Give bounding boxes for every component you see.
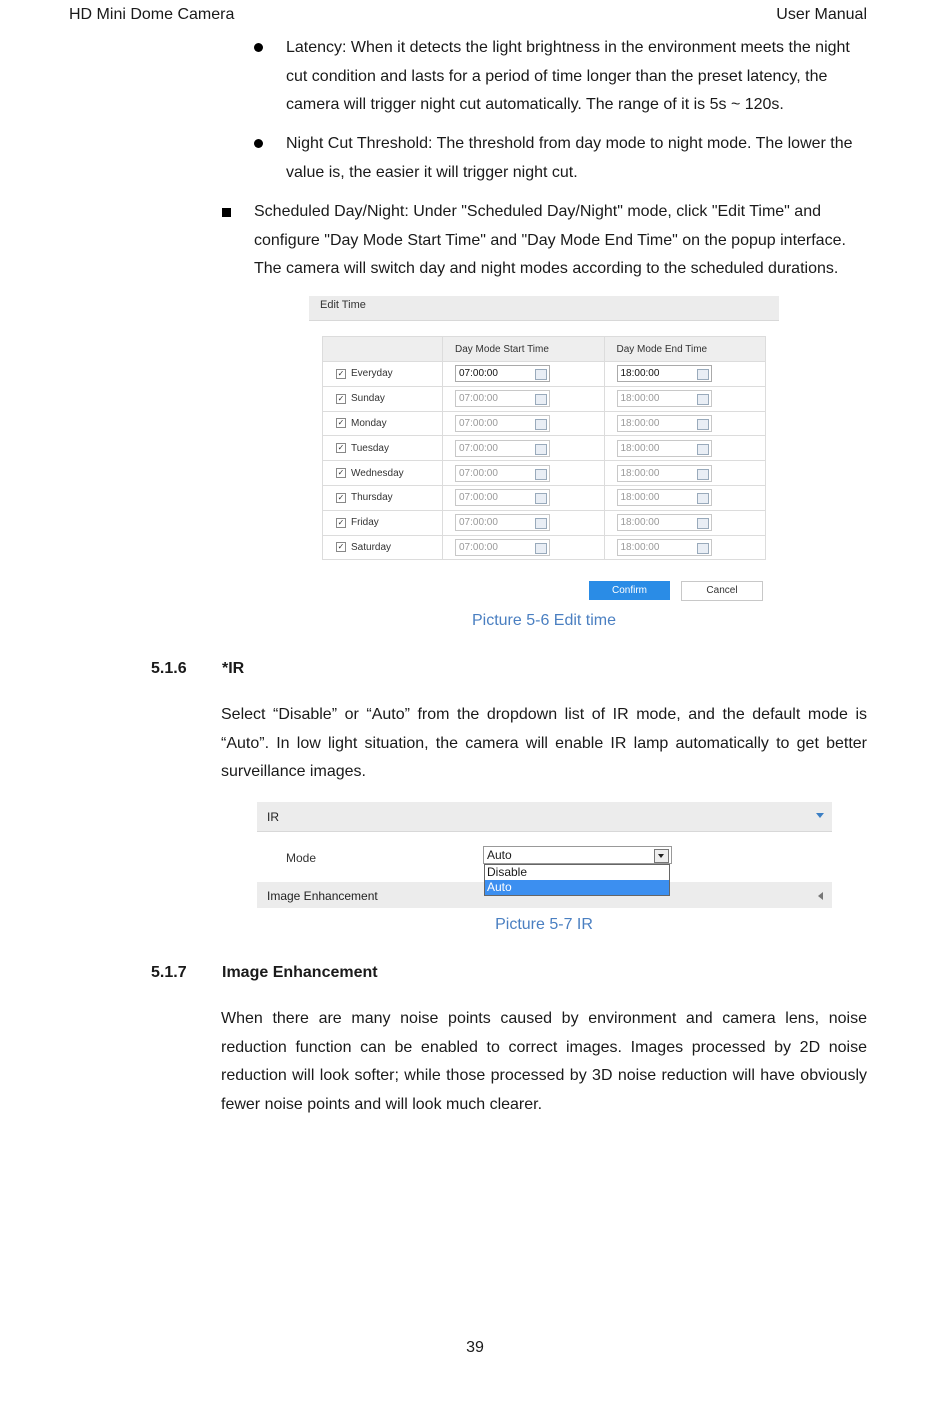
collapse-down-icon[interactable] [816,813,824,818]
end-time-cell [604,535,766,560]
ir-panel-title: IR [267,810,279,824]
end-time-input[interactable] [617,415,712,432]
end-time-value: 18:00:00 [620,368,660,380]
start-time-cell [443,386,605,411]
day-label: Thursday [351,492,393,504]
image-enhancement-description: When there are many noise points caused by environment and camera lens, noise reduction function can be enabled to correct images. Images processed by 2D noise reduction will look softer; while those processed by 3D noise reduction will have obviously fewer noise points and will look much clearer. [221,1010,867,1113]
day-checkbox[interactable]: ✓ [337,492,345,502]
calendar-icon[interactable] [697,369,709,380]
end-time-cell [604,461,766,486]
section-number: 5.1.7 [151,964,187,981]
calendar-icon[interactable] [697,444,709,455]
start-time-value: 07:00:00 [459,393,498,405]
start-time-value: 07:00:00 [459,467,498,479]
day-label: Everyday [351,368,393,380]
table-row [323,461,766,486]
ir-mode-options [484,864,670,896]
image-enhancement-title: Image Enhancement [267,889,378,903]
day-cell [323,510,443,535]
end-time-cell [604,436,766,461]
end-time-cell [604,510,766,535]
confirm-button[interactable]: Confirm [589,581,670,600]
cancel-button[interactable]: Cancel [681,581,763,601]
start-time-cell [443,510,605,535]
table-header-start: Day Mode Start Time [443,337,605,362]
section-number: 5.1.6 [151,660,187,677]
calendar-icon[interactable] [535,394,547,405]
day-checkbox[interactable]: ✓ [337,368,345,378]
table-row [323,535,766,560]
day-label: Monday [351,417,387,429]
section-title: *IR [222,660,245,677]
start-time-value: 07:00:00 [459,368,498,380]
ir-panel-header[interactable] [257,802,832,832]
calendar-icon[interactable] [697,419,709,430]
day-label: Tuesday [351,442,389,454]
caption-ir: Picture 5-7 IR [495,916,593,933]
header-left: HD Mini Dome Camera [69,6,235,23]
edit-time-dialog [309,296,779,606]
end-time-input[interactable] [617,390,712,407]
dialog-title-bar [309,296,779,321]
start-time-input[interactable] [455,489,550,506]
end-time-input[interactable] [617,514,712,531]
day-label: Friday [351,517,379,529]
bullet-night-cut-threshold: Night Cut Threshold: The threshold from day mode to night mode. The lower the value is, the easier it will trigger night cut. [286,135,853,181]
ir-panel [257,802,832,908]
bullet-latency: Latency: When it detects the light brightness in the environment meets the night cut condition and lasts for a period of time longer than the preset latency, the camera will trigger night cut automatically. The range of it is 5s ~ 120s. [286,39,850,113]
edit-time-table [322,336,766,560]
day-checkbox[interactable]: ✓ [337,418,345,428]
calendar-icon[interactable] [535,493,547,504]
bullet-dot [254,43,263,52]
day-label: Sunday [351,393,385,405]
caption-edit-time: Picture 5-6 Edit time [471,612,617,629]
start-time-input[interactable] [455,514,550,531]
calendar-icon[interactable] [535,469,547,480]
dialog-title: Edit Time [320,299,366,311]
start-time-input[interactable] [455,539,550,556]
day-cell [323,535,443,560]
start-time-value: 07:00:00 [459,517,498,529]
end-time-input[interactable] [617,365,712,382]
table-row [323,485,766,510]
end-time-value: 18:00:00 [620,492,660,504]
ir-description: Select “Disable” or “Auto” from the dropdown list of IR mode, and the default mode is “Auto”. In low light situation, the camera will enable IR lamp automatically to get better surveillance images. [221,706,867,780]
section-title: Image Enhancement [222,964,378,981]
table-row [323,510,766,535]
ir-mode-select[interactable] [483,846,672,864]
start-time-value: 07:00:00 [459,417,498,429]
table-row [323,362,766,387]
start-time-input[interactable] [455,365,550,382]
end-time-cell [604,485,766,510]
bullet-dot [254,139,263,148]
mode-label: Mode [286,851,317,865]
scheduled-day-night-text: Scheduled Day/Night: Under "Scheduled Day/Night" mode, click "Edit Time" and configure "Day Mode Start Time" and "Day Mode End Time" on the popup interface. The camera will switch day and night modes according to the scheduled durations. [254,203,846,277]
start-time-cell [443,461,605,486]
option-auto[interactable]: Auto [485,880,669,895]
end-time-cell [604,362,766,387]
calendar-icon[interactable] [535,419,547,430]
day-checkbox[interactable]: ✓ [337,517,345,527]
end-time-value: 18:00:00 [620,393,660,405]
end-time-value: 18:00:00 [620,417,660,429]
day-cell [323,386,443,411]
end-time-value: 18:00:00 [620,517,660,529]
calendar-icon[interactable] [535,444,547,455]
end-time-value: 18:00:00 [620,442,660,454]
start-time-cell [443,535,605,560]
dropdown-arrow-icon[interactable] [654,849,669,863]
day-label: Wednesday [351,467,404,479]
start-time-input[interactable] [455,390,550,407]
table-row [323,436,766,461]
header-right: User Manual [776,6,867,23]
end-time-input[interactable] [617,539,712,556]
calendar-icon[interactable] [697,518,709,529]
end-time-input[interactable] [617,489,712,506]
end-time-value: 18:00:00 [620,541,660,553]
day-checkbox[interactable]: ✓ [337,443,345,453]
end-time-value: 18:00:00 [620,467,660,479]
day-cell [323,411,443,436]
day-checkbox[interactable]: ✓ [337,467,345,477]
ir-mode-selected-value: Auto [487,848,512,862]
end-time-input[interactable] [617,440,712,457]
start-time-cell [443,485,605,510]
start-time-value: 07:00:00 [459,492,498,504]
calendar-icon[interactable] [697,543,709,554]
page-number: 39 [466,1339,484,1356]
end-time-cell [604,411,766,436]
start-time-cell [443,436,605,461]
calendar-icon[interactable] [535,369,547,380]
collapse-left-icon[interactable] [818,892,823,900]
bullet-square [222,208,231,217]
day-label: Saturday [351,541,392,553]
start-time-value: 07:00:00 [459,442,498,454]
option-disable[interactable]: Disable [487,865,528,879]
table-header-day [323,337,443,362]
end-time-input[interactable] [617,465,712,482]
day-checkbox[interactable]: ✓ [337,393,345,403]
calendar-icon[interactable] [697,394,709,405]
calendar-icon[interactable] [697,469,709,480]
end-time-cell [604,386,766,411]
calendar-icon[interactable] [535,518,547,529]
day-checkbox[interactable]: ✓ [337,542,345,552]
day-cell [323,485,443,510]
table-header-end: Day Mode End Time [604,337,766,362]
start-time-cell [443,362,605,387]
start-time-input[interactable] [455,440,550,457]
start-time-input[interactable] [455,415,550,432]
day-cell [323,362,443,387]
start-time-input[interactable] [455,465,550,482]
start-time-value: 07:00:00 [459,541,498,553]
day-cell [323,461,443,486]
calendar-icon[interactable] [535,543,547,554]
table-row [323,411,766,436]
calendar-icon[interactable] [697,493,709,504]
day-cell [323,436,443,461]
start-time-cell [443,411,605,436]
table-row [323,386,766,411]
